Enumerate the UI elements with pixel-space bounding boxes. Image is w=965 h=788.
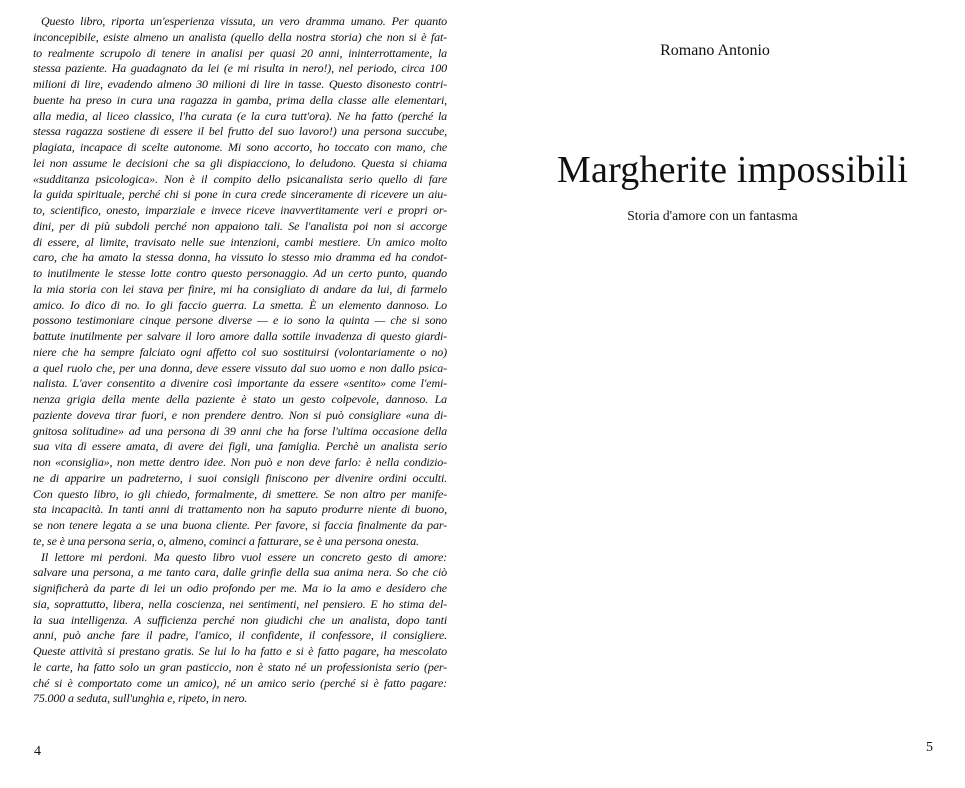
text-line: milioni di lire, evadendo almeno 30 milioni di lire in tasse. Questo disonesto contri- — [33, 77, 447, 91]
text-line: to, scientifico, onesto, imparziale e invece riceve inavvertitamente veri e propri or- — [33, 203, 447, 217]
text-line: la mia storia con lei stava per finire, mi ha consigliato di andare da lui, di farmelo — [33, 281, 447, 296]
text-line: la guida spirituale, perché chi si pone in cura crede sinceramente di ricevere un aiu- — [33, 187, 447, 202]
text-line: caro, che ha amato la stessa donna, ha vissuto lo stesso mio dramma ed ha condot- — [33, 250, 447, 265]
text-line: se non tenere legata a se una buona cliente. Per favore, si faccia finalmente da par- — [33, 518, 447, 532]
text-line: «sudditanza psicologica». Non è il compito dello psicanalista serio quello di fare — [33, 171, 447, 186]
text-line: nenza grigia della mente della paziente è stato un gesto colpevole, dannoso. La — [33, 392, 447, 406]
text-line: to realmente scrupolo di tenere in analisi per quasi 20 anni, ininterrottamente, la — [33, 45, 447, 60]
text-line: di essere, al limite, travisato nelle sue intenzioni, cambi mestiere. Un amico molto — [33, 234, 447, 249]
text-line: battute inutilmente per salvare il loro amore dalla sottile invadenza di questo giardi- — [33, 329, 447, 343]
text-line: salvare una persona, a me tanto cara, dalle grinfie della sua anima nera. So che ciò — [33, 565, 447, 580]
text-line: anni, può anche fare il padre, l'amico, il confidente, il confessore, il consigliere. — [33, 628, 447, 643]
text-line: dini, per di più subdoli perché non appaiono tali. Se l'analista poi non si accorge — [33, 218, 447, 233]
text-line: nalista. L'aver consentito a divenire così importante da essere «sentito» come l'emi- — [33, 376, 447, 391]
text-line: ché si è comportato come un amico), né un amico serio (perché si è fatto pagare: — [33, 675, 447, 690]
text-line: sia, soprattutto, libera, nella coscienza, nei sentimenti, nel pensiero. E ho stima del- — [33, 596, 447, 611]
text-line: Questo libro, riporta un'esperienza vissuta, un vero dramma umano. Per quanto — [41, 14, 447, 28]
book-author: Romano Antonio — [660, 42, 770, 59]
text-line: a quel ruolo che, per una donna, deve essere vissuto dal suo uomo e non dallo psica- — [33, 360, 447, 375]
text-line: stessa paziente. Ha guadagnato da lei (e mi risulta in nero!), nel periodo, circa 100 — [33, 61, 447, 76]
text-line: sua vita di essere amata, di avere dei figli, una famiglia. Perchè un analista serio — [33, 439, 447, 454]
text-line: te, se è una persona seria, o, almeno, cominci a fatturare, se è una persona onesta. — [33, 533, 419, 548]
book-subtitle: Storia d'amore con un fantasma — [627, 208, 798, 223]
text-line: significherà da parte di lei un odio profondo per me. Ma io la amo e desidero che — [33, 581, 447, 595]
text-line: Con questo libro, io gli chiedo, formalmente, di smettere. Se non altro per manife- — [33, 486, 447, 501]
text-line: buente ha preso in cura una ragazza in gamba, prima della classe alle elementari, — [33, 92, 447, 107]
text-line: Il lettore mi perdoni. Ma questo libro vuol essere un concreto gesto di amore: — [41, 549, 447, 564]
text-line: paziente doveva tirar fuori, e non prendere dentro. Non si può consigliare «una di- — [33, 407, 447, 422]
text-line: inconcepibile, esiste almeno un analista (quello della nostra storia) che non si è fat- — [33, 29, 447, 44]
text-line: lei non assume le decisioni che sa gli dispiacciono, lo deludono. Questa si chiama — [33, 155, 447, 170]
text-line: ne di apparire un padreterno, i suoi consigli finiscono per divenire ordini occulti. — [33, 470, 447, 485]
text-line: sta incapacità. In tanti anni di trattamento non ha saputo produrre niente di buono, — [33, 502, 447, 517]
text-line: Queste attività si prestano gratis. Se lui lo ha fatto e si è fatto pagare, ha mescolato — [33, 644, 447, 658]
text-line: non «consiglia», non mette dentro idee. Non può e non deve farlo: è nella condizio- — [33, 455, 447, 469]
page-number-right: 5 — [926, 740, 933, 755]
text-line: possono testimoniare cinque persone diverse — e io sono la quinta — che si sono — [33, 313, 447, 328]
page-number-left: 4 — [34, 744, 41, 759]
text-line: plagiata, incapace di scelte autonome. Mi sono accorto, ho toccato con mano, che — [33, 140, 447, 154]
left-page-body-text — [33, 14, 447, 707]
text-line: la sua intelligenza. A sufficienza perché non giudichi che un analista, dopo tanti — [33, 612, 447, 627]
text-line: stessa ragazza sostiene di essere il bel frutto del suo lavoro!) una persona succube, — [33, 124, 447, 139]
text-line: 75.000 a seduta, sull'unghia e, ripeto, in nero. — [33, 691, 248, 706]
book-title: Margherite impossibili — [557, 149, 908, 191]
text-line: le carte, ha fatto solo un gran pasticcio, non è stato né un professionista serio (per- — [33, 659, 447, 674]
text-line: amico. Io dico di no. Io gli faccio guerra. La smetta. È un elemento dannoso. Lo — [33, 297, 447, 312]
text-line: to inutilmente le stesse lotte contro questo personaggio. Ad un certo punto, quando — [33, 266, 447, 280]
text-line: alla media, al liceo classico, l'ha curata (e la cura tutt'ora). Ne ha fatto (perché la — [33, 108, 447, 123]
text-line: gnitosa solitudine» ad una persona di 39 anni che ha forse l'ultima occasione della — [33, 423, 447, 438]
text-line: niere che ha sempre falciato ogni affetto col suo sostituirsi (volontariamente o no) — [33, 344, 447, 359]
